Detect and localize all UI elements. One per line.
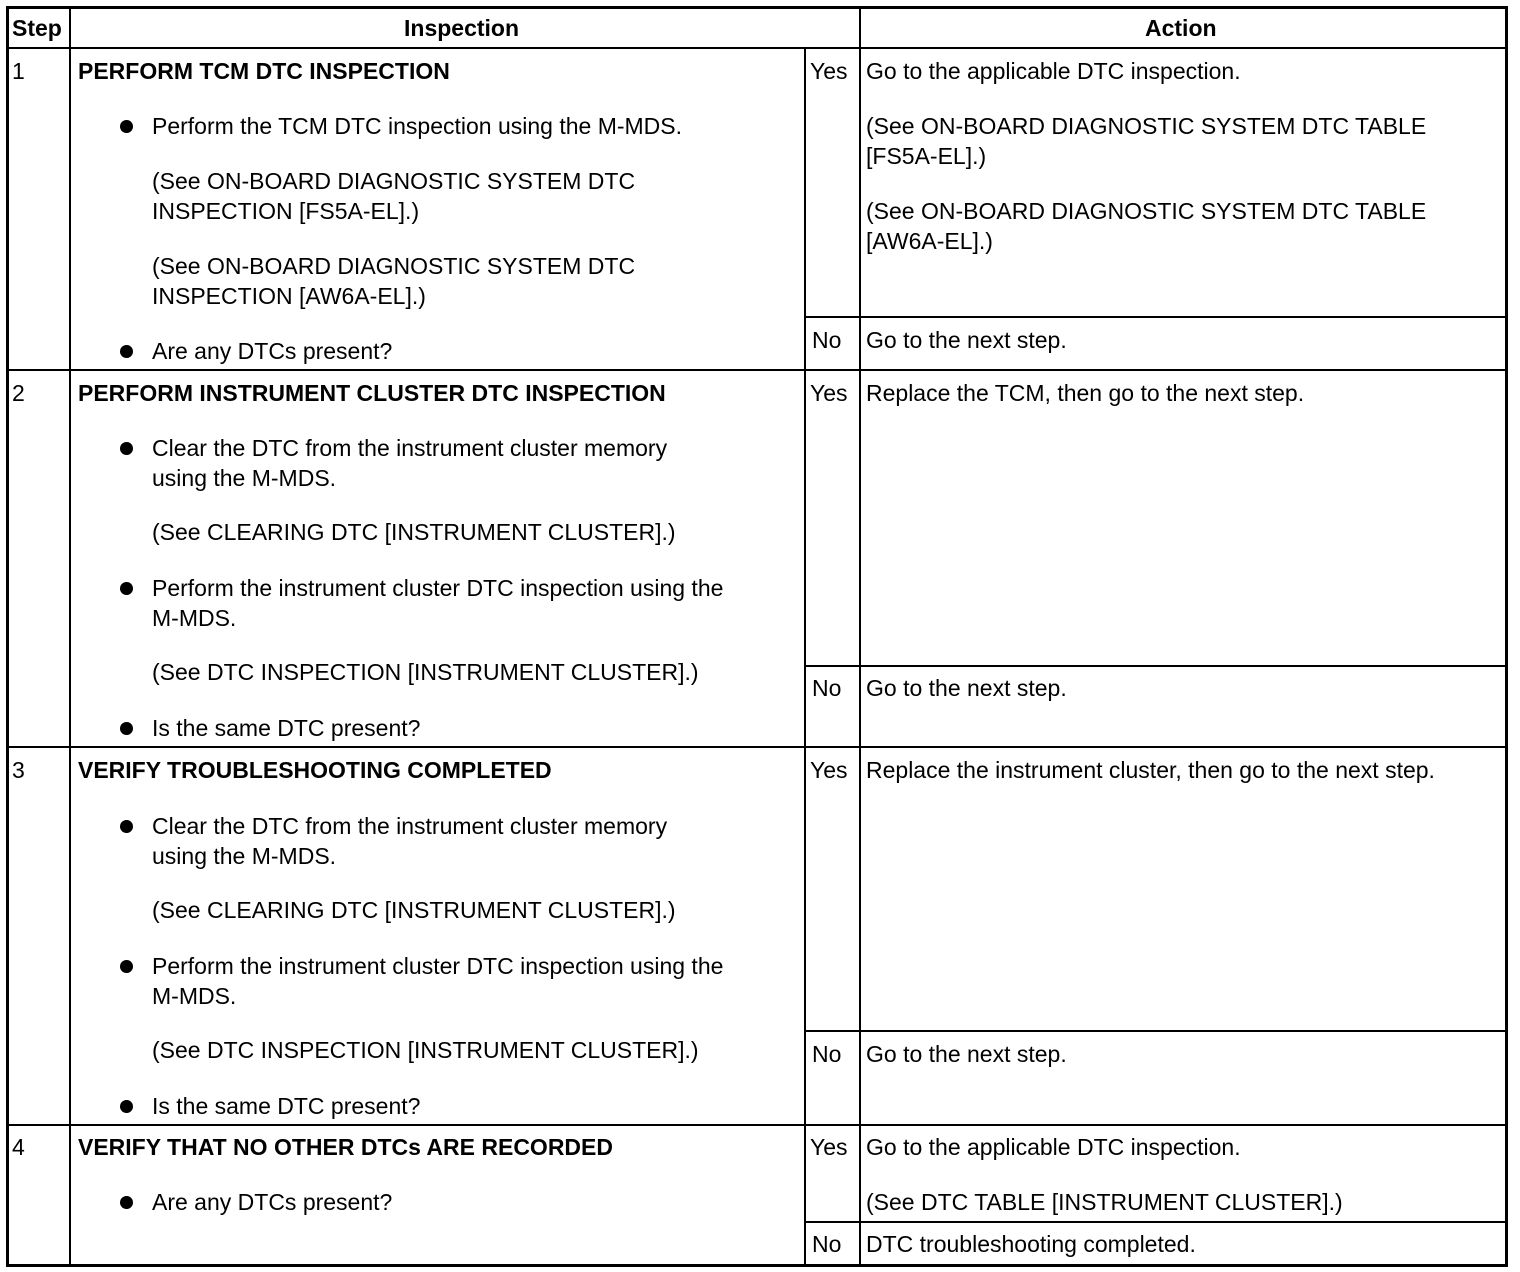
no-label: No — [812, 1041, 842, 1067]
inspection-line: INSPECTION [AW6A-EL].) — [152, 283, 426, 309]
inspection-line: Perform the TCM DTC inspection using the M-MDS. — [152, 113, 683, 139]
inspection-line: M-MDS. — [152, 605, 237, 631]
bullet-icon — [120, 582, 133, 595]
row-divider — [8, 369, 1506, 371]
action-line: Go to the next step. — [866, 1041, 1067, 1067]
step-number: 4 — [12, 1134, 25, 1160]
row-divider — [8, 1124, 1506, 1126]
inspection-line: Clear the DTC from the instrument cluster memory — [152, 435, 668, 461]
action-line: DTC troubleshooting completed. — [866, 1231, 1196, 1257]
yes-label: Yes — [810, 380, 848, 406]
yes-label: Yes — [810, 757, 848, 783]
action-line: Replace the instrument cluster, then go to the next step. — [866, 757, 1435, 783]
yes-label: Yes — [810, 1134, 848, 1160]
header-divider — [8, 47, 1506, 49]
inspection-line: M-MDS. — [152, 983, 237, 1009]
action-line: (See DTC TABLE [INSTRUMENT CLUSTER].) — [866, 1189, 1343, 1215]
action-line: (See ON-BOARD DIAGNOSTIC SYSTEM DTC TABLE — [866, 113, 1427, 139]
column-divider — [804, 48, 806, 1265]
inspection-line: Perform the instrument cluster DTC inspection using the — [152, 953, 724, 979]
yes-no-divider — [805, 1030, 1506, 1032]
action-line: [FS5A-EL].) — [866, 143, 987, 169]
step-number: 3 — [12, 757, 25, 783]
inspection-line: (See ON-BOARD DIAGNOSTIC SYSTEM DTC — [152, 253, 636, 279]
action-line: (See ON-BOARD DIAGNOSTIC SYSTEM DTC TABLE — [866, 198, 1427, 224]
bullet-icon — [120, 442, 133, 455]
action-line: [AW6A-EL].) — [866, 228, 993, 254]
column-divider — [859, 8, 861, 1265]
inspection-line: (See CLEARING DTC [INSTRUMENT CLUSTER].) — [152, 897, 676, 923]
action-line: Replace the TCM, then go to the next step. — [866, 380, 1305, 406]
bullet-icon — [120, 345, 133, 358]
bullet-icon — [120, 120, 133, 133]
header-step: Step — [12, 15, 62, 41]
action-line: Go to the applicable DTC inspection. — [866, 58, 1241, 84]
step-title: VERIFY THAT NO OTHER DTCs ARE RECORDED — [78, 1134, 613, 1160]
step-number: 1 — [12, 58, 25, 84]
no-label: No — [812, 1231, 842, 1257]
bullet-icon — [120, 1100, 133, 1113]
no-label: No — [812, 675, 842, 701]
step-number: 2 — [12, 380, 25, 406]
action-line: Go to the next step. — [866, 327, 1067, 353]
inspection-line: (See ON-BOARD DIAGNOSTIC SYSTEM DTC — [152, 168, 636, 194]
step-title: PERFORM INSTRUMENT CLUSTER DTC INSPECTION — [78, 380, 666, 406]
column-divider — [69, 8, 71, 1265]
inspection-line: (See CLEARING DTC [INSTRUMENT CLUSTER].) — [152, 519, 676, 545]
yes-no-divider — [805, 316, 1506, 318]
no-label: No — [812, 327, 842, 353]
inspection-line: using the M-MDS. — [152, 465, 337, 491]
inspection-line: Is the same DTC present? — [152, 715, 421, 741]
step-title: VERIFY TROUBLESHOOTING COMPLETED — [78, 757, 552, 783]
inspection-line: INSPECTION [FS5A-EL].) — [152, 198, 420, 224]
inspection-line: (See DTC INSPECTION [INSTRUMENT CLUSTER].) — [152, 659, 699, 685]
action-line: Go to the next step. — [866, 675, 1067, 701]
bullet-icon — [120, 722, 133, 735]
bullet-icon — [120, 1196, 133, 1209]
bullet-icon — [120, 960, 133, 973]
inspection-line: Is the same DTC present? — [152, 1093, 421, 1119]
yes-no-divider — [805, 665, 1506, 667]
header-action: Action — [1145, 15, 1217, 41]
inspection-line: Perform the instrument cluster DTC inspection using the — [152, 575, 724, 601]
inspection-line: Are any DTCs present? — [152, 1189, 393, 1215]
inspection-line: Are any DTCs present? — [152, 338, 393, 364]
row-divider — [8, 746, 1506, 748]
inspection-line: (See DTC INSPECTION [INSTRUMENT CLUSTER].) — [152, 1037, 699, 1063]
yes-label: Yes — [810, 58, 848, 84]
bullet-icon — [120, 820, 133, 833]
yes-no-divider — [805, 1221, 1506, 1223]
inspection-line: using the M-MDS. — [152, 843, 337, 869]
header-inspection: Inspection — [404, 15, 520, 41]
action-line: Go to the applicable DTC inspection. — [866, 1134, 1241, 1160]
inspection-line: Clear the DTC from the instrument cluster memory — [152, 813, 668, 839]
step-title: PERFORM TCM DTC INSPECTION — [78, 58, 450, 84]
